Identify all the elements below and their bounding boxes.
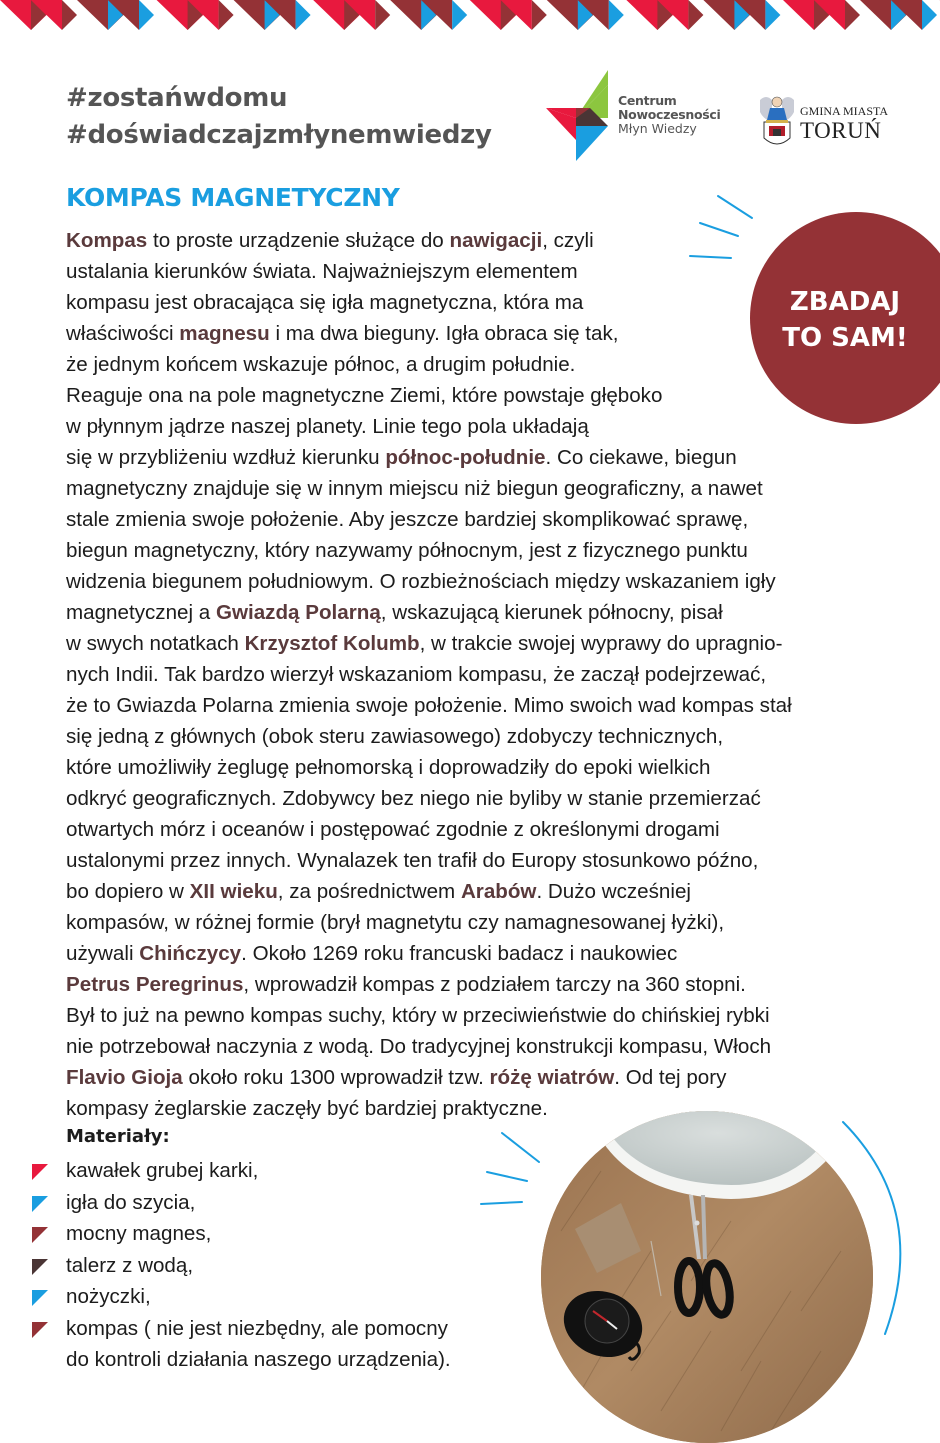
- material-text: mocny magnes,: [66, 1218, 451, 1250]
- body-line: [66, 969, 886, 1000]
- bold-term: Chińczycy: [139, 942, 241, 965]
- triangle-bullet-icon: [32, 1290, 48, 1306]
- bold-term: Arabów: [461, 880, 537, 903]
- body-line: [66, 938, 886, 969]
- hashtag-stay-home: #zostańwdomu: [66, 80, 492, 117]
- text-run: się w przybliżeniu wzdłuż kierunku: [66, 446, 385, 469]
- article-body: [66, 225, 886, 1124]
- logo-centrum-line1: Centrum: [618, 94, 721, 108]
- text-run: używali: [66, 942, 139, 965]
- badge-line2: TO SAM!: [750, 320, 940, 356]
- centrum-nowoczesnosci-logo: [546, 68, 726, 164]
- body-line: [66, 256, 886, 287]
- materials-photo: [541, 1111, 873, 1443]
- banner-triangle: [922, 0, 937, 30]
- triangle-bullet-icon: [32, 1322, 48, 1338]
- text-run: w płynnym jądrze naszej planety. Linie tego pola układają: [66, 415, 589, 438]
- body-line: [66, 318, 886, 349]
- pinwheel-logo-icon: [546, 68, 616, 164]
- banner-triangle: [62, 0, 77, 30]
- bold-term: Flavio Gioja: [66, 1066, 183, 1089]
- text-run: i ma dwa bieguny. Igła obraca się tak,: [270, 322, 619, 345]
- body-line: [66, 783, 886, 814]
- body-line: [66, 721, 886, 752]
- body-line: [66, 411, 886, 442]
- hashtag-experience: #doświadczajzmłynemwiedzy: [66, 117, 492, 154]
- banner-triangle: [845, 0, 860, 30]
- bold-term: Kompas: [66, 229, 147, 252]
- ray-line: [502, 1133, 539, 1162]
- text-run: ustalonymi przez innych. Wynalazek ten trafił do Europy stosunkowo późno,: [66, 849, 758, 872]
- text-run: , czyli: [542, 229, 593, 252]
- text-run: się jedną z głównych (obok steru zawiasowego) zdobyczy technicznych,: [66, 725, 723, 748]
- bold-term: Gwiazdą Polarną: [216, 601, 381, 624]
- body-line: [66, 876, 886, 907]
- material-item: [32, 1281, 451, 1313]
- text-run: , wskazującą kierunek północny, pisał: [381, 601, 723, 624]
- body-line: [66, 566, 886, 597]
- body-line: [66, 473, 886, 504]
- text-run: otwartych mórz i oceanów i postępować zgodnie z określonymi drogami: [66, 818, 720, 841]
- text-run: odkryć geograficznych. Zdobywcy bez niego nie byliby w stanie przemierzać: [66, 787, 761, 810]
- body-line: [66, 628, 886, 659]
- banner-triangle: [375, 0, 390, 30]
- body-line: [66, 349, 886, 380]
- body-line: [66, 597, 886, 628]
- banner-triangle: [765, 0, 780, 30]
- text-run: to proste urządzenie służące do: [147, 229, 449, 252]
- text-run: . Od tej pory: [614, 1066, 726, 1089]
- body-line: [66, 690, 886, 721]
- body-line: [66, 814, 886, 845]
- text-run: które umożliwiły żeglugę pełnomorską i doprowadziły do epoki wielkich: [66, 756, 710, 779]
- text-run: magnetyczny znajduje się w innym miejscu niż biegun geograficzny, a nawet: [66, 477, 763, 500]
- body-line: [66, 1093, 886, 1124]
- badge-line1: ZBADAJ: [750, 284, 940, 320]
- materials-photo-illustration: [541, 1111, 873, 1443]
- hashtags: [66, 80, 492, 154]
- material-text: do kontroli działania naszego urządzenia).: [66, 1344, 451, 1376]
- logo-torun-line2: TORUŃ: [800, 118, 881, 144]
- banner-triangle: [452, 0, 467, 30]
- body-line: [66, 225, 886, 256]
- banner-triangle: [139, 0, 154, 30]
- materials-list: [32, 1155, 451, 1376]
- text-run: kompasu jest obracająca się igła magnetyczna, która ma: [66, 291, 583, 314]
- page-title: KOMPAS MAGNETYCZNY: [66, 183, 400, 212]
- material-item: [32, 1155, 451, 1187]
- text-run: , w trakcie swojej wyprawy do upragnio-: [420, 632, 783, 655]
- text-run: że jednym końcem wskazuje północ, a drugim południe.: [66, 353, 575, 376]
- decorative-triangle-banner: [0, 0, 940, 32]
- body-line: [66, 287, 886, 318]
- text-run: . Dużo wcześniej: [536, 880, 691, 903]
- ray-line: [487, 1172, 527, 1181]
- material-text: igła do szycia,: [66, 1187, 451, 1219]
- body-line: [66, 535, 886, 566]
- triangle-bullet-icon: [32, 1196, 48, 1212]
- material-text: talerz z wodą,: [66, 1250, 451, 1282]
- text-run: . Około 1269 roku francuski badacz i naukowiec: [241, 942, 677, 965]
- materials-heading: Materiały:: [66, 1126, 170, 1147]
- ray-line: [718, 196, 752, 218]
- text-run: w swych notatkach: [66, 632, 245, 655]
- text-run: , za pośrednictwem: [278, 880, 461, 903]
- logo-centrum-line2: Nowoczesności: [618, 108, 721, 122]
- text-run: kompasy żeglarskie zaczęły być bardziej praktyczne.: [66, 1097, 548, 1120]
- text-run: około roku 1300 wprowadził tzw.: [183, 1066, 490, 1089]
- triangle-bullet-icon: [32, 1164, 48, 1180]
- banner-triangle: [219, 0, 234, 30]
- text-run: nych Indii. Tak bardzo wierzył wskazaniom kompasu, że zaczął podejrzewać,: [66, 663, 766, 686]
- body-line: [66, 659, 886, 690]
- body-line: [66, 907, 886, 938]
- gmina-torun-logo: [756, 94, 906, 150]
- text-run: Reaguje ona na pole magnetyczne Ziemi, które powstaje głęboko: [66, 384, 662, 407]
- text-run: widzenia biegunem południowym. O rozbieżnościach między wskazaniem igły: [66, 570, 776, 593]
- text-run: . Co ciekawe, biegun: [546, 446, 737, 469]
- bold-term: Petrus Peregrinus: [66, 973, 243, 996]
- text-run: nie potrzebował naczynia z wodą. Do tradycyjnej konstrukcji kompasu, Włoch: [66, 1035, 771, 1058]
- text-run: magnetycznej a: [66, 601, 216, 624]
- material-item: [32, 1313, 451, 1376]
- body-line: [66, 1062, 886, 1093]
- text-run: właściwości: [66, 322, 179, 345]
- banner-triangle: [532, 0, 547, 30]
- body-line: [66, 442, 886, 473]
- text-run: ustalania kierunków świata. Najważniejszym elementem: [66, 260, 578, 283]
- torun-coat-of-arms-icon: [756, 94, 798, 150]
- triangle-bullet-icon: [32, 1259, 48, 1275]
- material-text: kawałek grubej karki,: [66, 1155, 451, 1187]
- ray-line: [481, 1202, 522, 1204]
- bold-term: magnesu: [179, 322, 269, 345]
- text-run: że to Gwiazda Polarna zmienia swoje położenie. Mimo swoich wad kompas stał: [66, 694, 792, 717]
- material-text: kompas ( nie jest niezbędny, ale pomocny: [66, 1313, 451, 1345]
- material-text: nożyczki,: [66, 1281, 451, 1313]
- bold-term: XII wieku: [190, 880, 278, 903]
- logo-centrum-line3: Młyn Wiedzy: [618, 121, 697, 136]
- triangle-bullet-icon: [32, 1227, 48, 1243]
- logo-torun-line1: GMINA MIASTA: [800, 104, 888, 119]
- body-line: [66, 845, 886, 876]
- text-run: stale zmienia swoje położenie. Aby jeszcze bardziej skomplikować sprawę,: [66, 508, 748, 531]
- bold-term: nawigacji: [449, 229, 542, 252]
- banner-triangle: [296, 0, 311, 30]
- body-line: [66, 1031, 886, 1062]
- bold-term: północ-południe: [385, 446, 545, 469]
- text-run: Był to już na pewno kompas suchy, który w przeciwieństwie do chińskiej rybki: [66, 1004, 770, 1027]
- body-line: [66, 1000, 886, 1031]
- body-line: [66, 504, 886, 535]
- bold-term: Krzysztof Kolumb: [245, 632, 420, 655]
- banner-triangle: [609, 0, 624, 30]
- body-line: [66, 752, 886, 783]
- text-run: , wprowadził kompas z podziałem tarczy na 360 stopni.: [243, 973, 746, 996]
- material-item: [32, 1250, 451, 1282]
- bold-term: różę wiatrów: [490, 1066, 615, 1089]
- text-run: kompasów, w różnej formie (brył magnetytu czy namagnesowanej łyżki),: [66, 911, 724, 934]
- material-item: [32, 1218, 451, 1250]
- banner-triangle: [688, 0, 703, 30]
- material-item: [32, 1187, 451, 1219]
- text-run: bo dopiero w: [66, 880, 190, 903]
- text-run: biegun magnetyczny, który nazywamy północnym, jest z fizycznego punktu: [66, 539, 748, 562]
- body-line: [66, 380, 886, 411]
